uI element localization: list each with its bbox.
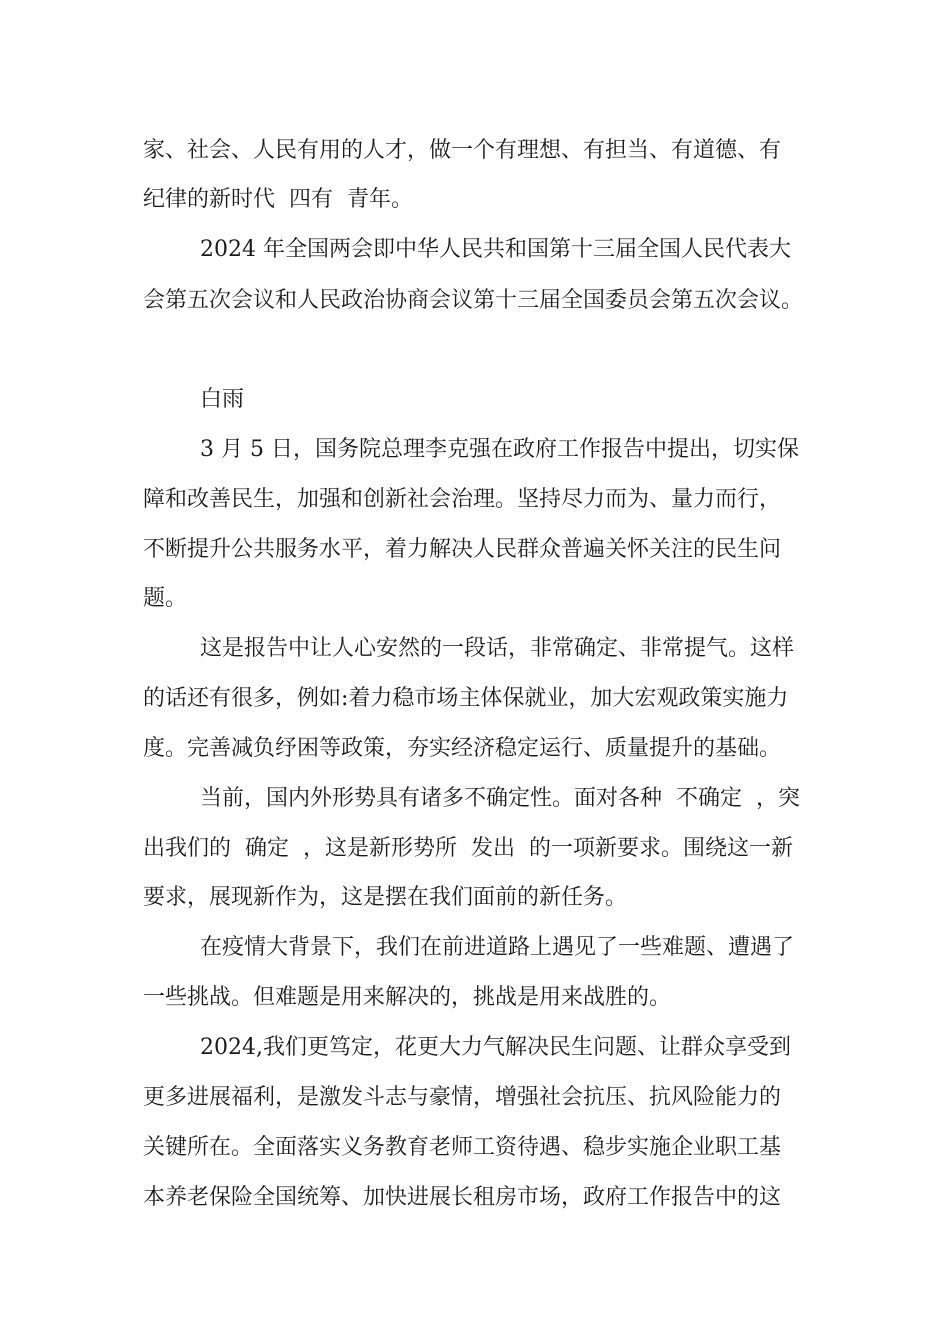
text-line: 这是报告中让人心安然的一段话，非常确定、非常提气。这样 — [200, 636, 795, 661]
text-line: 纪律的新时代 四有 青年。 — [143, 187, 413, 212]
text-line: 关键所在。全面落实义务教育老师工资待遇、稳步实施企业职工基 — [143, 1135, 782, 1160]
text-line: 题。 — [143, 586, 188, 611]
text-line: 3 月 5 日，国务院总理李克强在政府工作报告中提出，切实保 — [200, 437, 799, 462]
text-line: 的话还有很多，例如:着力稳市场主体保就业，加大宏观政策实施力 — [143, 686, 789, 711]
text-line: 度。完善减负纾困等政策，夯实经济稳定运行、质量提升的基础。 — [143, 736, 782, 761]
text-line: 出我们的 确定 ，这是新形势所 发出 的一项新要求。围绕这一新 — [143, 836, 793, 861]
text-line: 不断提升公共服务水平，着力解决人民群众普遍关怀关注的民生问 — [143, 537, 782, 562]
text-line: 本养老保险全国统筹、加快进展长租房市场，政府工作报告中的这 — [143, 1185, 782, 1210]
text-line: 一些挑战。但难题是用来解决的，挑战是用来战胜的。 — [143, 985, 672, 1010]
text-line: 要求，展现新作为，这是摆在我们面前的新任务。 — [143, 885, 628, 910]
text-line: 会第五次会议和人民政治协商会议第十三届全国委员会第五次会议。 — [143, 288, 804, 313]
text-line: 当前，国内外形势具有诸多不确定性。面对各种 不确定 ，突 — [200, 786, 800, 811]
text-line: 更多进展福利，是激发斗志与豪情，增强社会抗压、抗风险能力的 — [143, 1085, 782, 1110]
text-line: 2024,我们更笃定，花更大力气解决民生问题、让群众享受到 — [200, 1035, 791, 1060]
text-line: 家、社会、人民有用的人才，做一个有理想、有担当、有道德、有 — [143, 138, 782, 163]
text-line: 在疫情大背景下，我们在前进道路上遇见了一些难题、遭遇了 — [200, 935, 795, 960]
text-line: 障和改善民生，加强和创新社会治理。坚持尽力而为、量力而行， — [143, 487, 782, 512]
text-line: 2024 年全国两会即中华人民共和国第十三届全国人民代表大 — [200, 237, 791, 262]
section-heading: 白雨 — [200, 387, 245, 412]
